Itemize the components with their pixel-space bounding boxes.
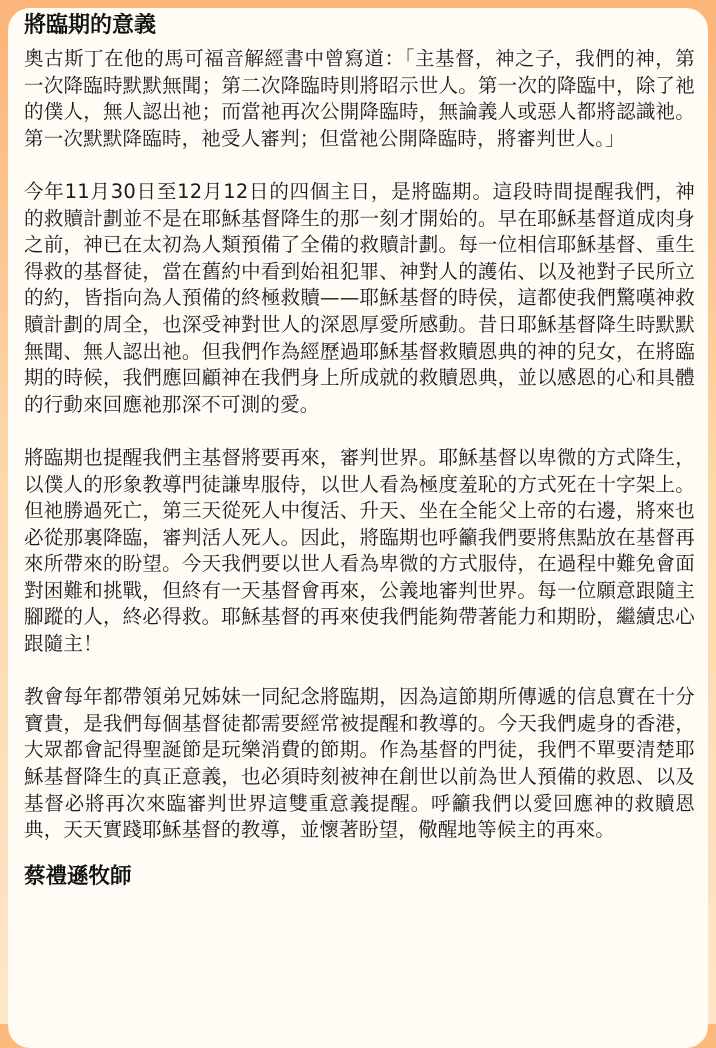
author-signature: 蔡禮遜牧師 (24, 863, 132, 889)
article-title: 將臨期的意義 (24, 13, 157, 38)
article-paragraph-1: 奧古斯丁在他的馬可福音解經書中曾寫道：「主基督，神之子，我們的神，第一次降臨時默默無聞；第二次降臨時則將昭示世人。第一次的降臨中，除了祂的僕人，無人認出祂；而當祂再次公開降臨時，無論義人或惡人都將認識祂。第一次默默降臨時，祂受人審判；但當祂公開降臨時，將審判世人。」 (24, 47, 695, 150)
article-paragraph-4: 教會每年都帶領弟兄姊妹一同紀念將臨期，因為這節期所傳遞的信息實在十分寶貴，是我們每個基督徒都需要經常被提醒和教導的。今天我們處身的香港，大眾都會記得聖誕節是玩樂消費的節期。作為基督的門徒，我們不單要清楚耶穌基督降生的真正意義，也必須時刻被神在創世以前為世人預備的救恩、以及基督必將再次來臨審判世界這雙重意義提醒。呼籲我們以愛回應神的救贖恩典，天天實踐耶穌基督的教導，並懷著盼望，儆醒地等候主的再來。 (24, 685, 695, 842)
article-card (8, 8, 708, 1048)
article-paragraph-2: 今年11月30日至12月12日的四個主日，是將臨期。這段時間提醒我們，神的救贖計劃並不是在耶穌基督降生的那一刻才開始的。早在耶穌基督道成肉身之前，神已在太初為人類預備了全備的救贖計劃。每一位相信耶穌基督、重生得救的基督徒，當在舊約中看到始祖犯罪、神對人的護佑、以及祂對子民所立的約，皆指向為人預備的終極救贖——耶穌基督的時侯，這都使我們驚嘆神救贖計劃的周全，也深受神對世人的深恩厚愛所感動。昔日耶穌基督降生時默默無聞、無人認出祂。但我們作為經歷過耶穌基督救贖恩典的神的兒女，在將臨期的時候，我們應回顧神在我們身上所成就的救贖恩典，並以感恩的心和具體的行動來回應祂那深不可測的愛。 (24, 179, 695, 416)
article-paragraph-3: 將臨期也提醒我們主基督將要再來，審判世界。耶穌基督以卑微的方式降生，以僕人的形象教導門徒謙卑服侍，以世人看為極度羞恥的方式死在十字架上。但祂勝過死亡，第三天從死人中復活、升天、坐在全能父上帝的右邊，將來也必從那裏降臨，審判活人死人。因此，將臨期也呼籲我們要將焦點放在基督再來所帶來的盼望。今天我們要以世人看為卑微的方式服侍，在過程中難免會面對困難和挑戰，但終有一天基督會再來，公義地審判世界。每一位願意跟隨主腳蹤的人，終必得救。耶穌基督的再來使我們能夠帶著能力和期盼，繼續忠心跟隨主！ (24, 445, 695, 656)
